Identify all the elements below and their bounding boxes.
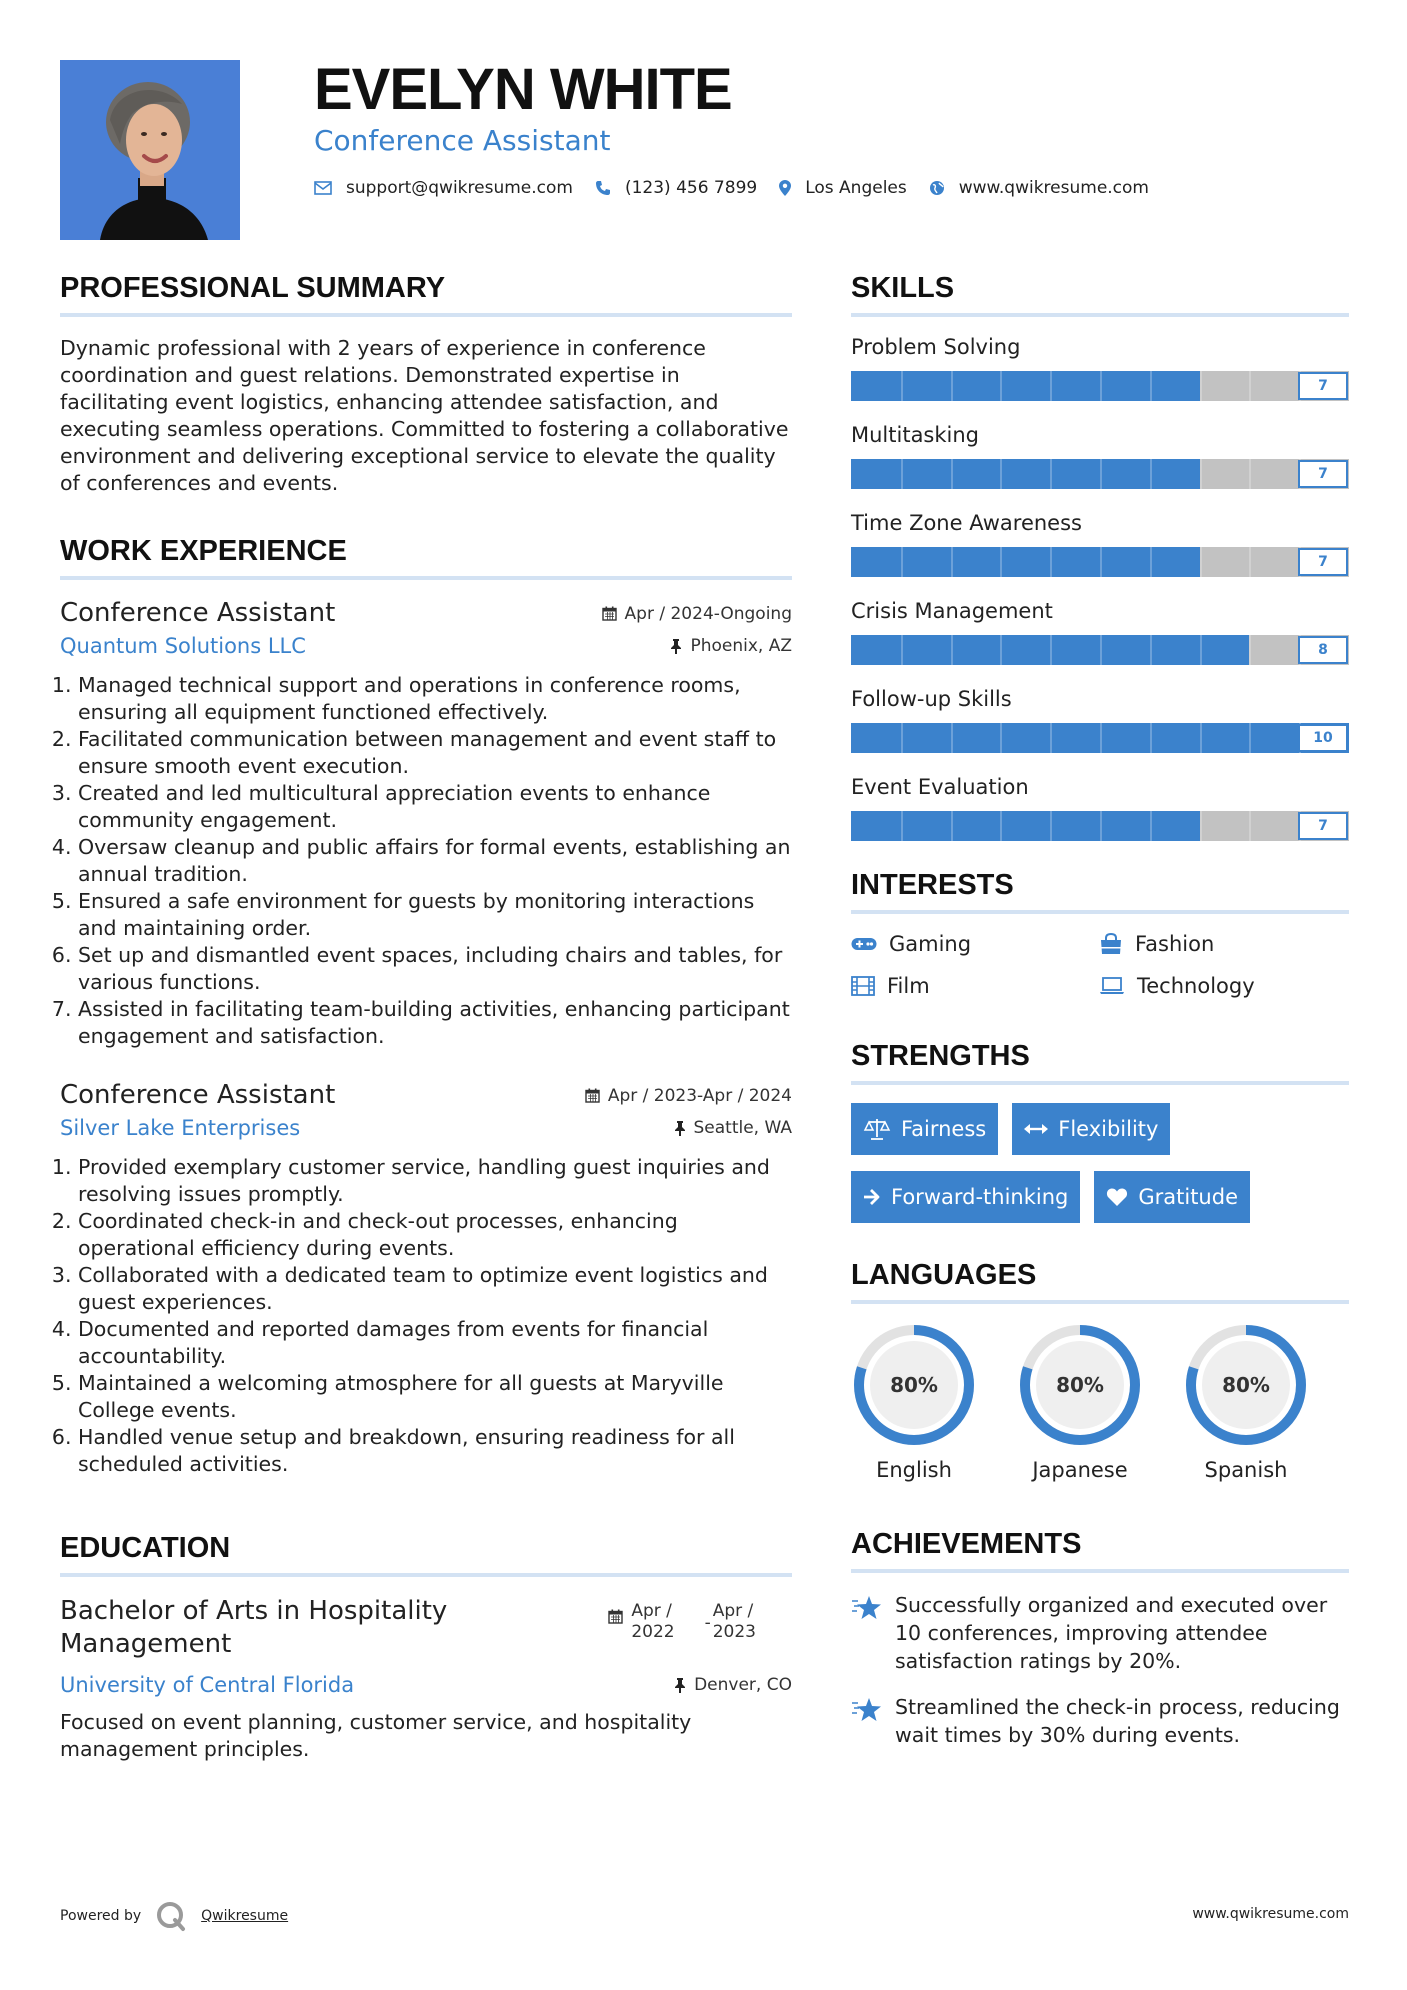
candidate-name: EVELYN WHITE bbox=[314, 57, 732, 122]
contact-location bbox=[779, 178, 907, 198]
skill-bar bbox=[851, 371, 1349, 401]
skill-bar-fill bbox=[851, 547, 1200, 577]
interest-label: Gaming bbox=[889, 932, 972, 956]
education-description: Focused on event planning, customer service, and hospitality management principles. bbox=[60, 1710, 692, 1761]
language-name: English bbox=[876, 1458, 952, 1482]
right-column bbox=[851, 272, 1349, 1767]
list-item: 2. Coordinated check-in and check-out processes, enhancing operational efficiency during events. bbox=[78, 1208, 792, 1262]
skill-bar bbox=[851, 547, 1349, 577]
powered-by-label: Powered by bbox=[60, 1908, 142, 1924]
skill-bar-segment bbox=[901, 547, 903, 577]
job-dates bbox=[602, 604, 792, 624]
skill-bar-segment bbox=[1100, 371, 1102, 401]
strength-label: Gratitude bbox=[1138, 1185, 1238, 1209]
skill-bar-segment bbox=[1150, 371, 1152, 401]
skill-bar-segment bbox=[1249, 547, 1251, 577]
skill-bar-segment bbox=[1050, 547, 1052, 577]
star-icon bbox=[851, 1595, 883, 1621]
job-location bbox=[674, 1118, 793, 1138]
left-column bbox=[60, 272, 792, 1763]
skill-bar-segment bbox=[1249, 459, 1251, 489]
summary-text: Dynamic professional with 2 years of experience in conference coordination and guest relations. Demonstrated expertise in facilitating event logistics, enhancing attendee satisfaction, and executing seamless operations. Committed to fostering a collaborative environment and delivering exceptional service to elevate the quality of conferences and events. bbox=[60, 336, 789, 495]
strengths-section bbox=[851, 1040, 1349, 1223]
list-item: 6. Set up and dismantled event spaces, including chairs and tables, for various functions. bbox=[78, 942, 792, 996]
skill-bar bbox=[851, 723, 1349, 753]
education-heading: EDUCATION bbox=[60, 1532, 792, 1577]
achievement-item bbox=[851, 1693, 1349, 1749]
achievement-text: Streamlined the check-in process, reducing wait times by 30% during events. bbox=[895, 1695, 1340, 1747]
achievements-section bbox=[851, 1528, 1349, 1749]
list-item: 3. Created and led multicultural appreciation events to enhance community engagement. bbox=[78, 780, 792, 834]
skill-bar-segment bbox=[1200, 547, 1202, 577]
skill-bar-segment bbox=[1150, 723, 1152, 753]
skill-bar-segment bbox=[1000, 723, 1002, 753]
education-dates bbox=[608, 1601, 756, 1643]
map-pin-icon bbox=[779, 180, 791, 196]
degree-title: Bachelor of Arts in Hospitality Management bbox=[60, 1596, 448, 1659]
pushpin-icon bbox=[670, 639, 682, 654]
interest-item bbox=[1099, 974, 1349, 998]
skill-bar-segment bbox=[1000, 635, 1002, 665]
start-year: 2022 bbox=[631, 1622, 675, 1642]
arrows-horizontal-icon bbox=[1024, 1123, 1048, 1135]
interest-item bbox=[851, 974, 1099, 998]
job-title: Conference Assistant bbox=[60, 1080, 336, 1110]
job-entry bbox=[60, 598, 792, 1050]
skill-bar-segment bbox=[1200, 371, 1202, 401]
skill-bar-segment bbox=[1000, 547, 1002, 577]
language-item bbox=[1183, 1322, 1309, 1482]
skill-bar bbox=[851, 459, 1349, 489]
skill-level-badge: 8 bbox=[1298, 636, 1348, 664]
portrait-image bbox=[60, 60, 240, 240]
list-item: 3. Collaborated with a dedicated team to optimize event logistics and guest experiences. bbox=[78, 1262, 792, 1316]
profile-photo bbox=[60, 60, 240, 240]
skill-bar-segment bbox=[901, 459, 903, 489]
interest-item bbox=[1099, 932, 1349, 956]
languages-list bbox=[851, 1322, 1349, 1482]
skill-bar-segment bbox=[1200, 723, 1202, 753]
start-month: Apr / bbox=[631, 1601, 672, 1621]
achievement-item bbox=[851, 1591, 1349, 1675]
languages-heading: LANGUAGES bbox=[851, 1259, 1349, 1304]
achievements-heading: ACHIEVEMENTS bbox=[851, 1528, 1349, 1573]
skill-label: Time Zone Awareness bbox=[851, 511, 1082, 535]
skill-bar-segment bbox=[951, 547, 953, 577]
skill-item bbox=[851, 423, 1349, 489]
strength-chip bbox=[1012, 1103, 1170, 1155]
experience-section bbox=[60, 535, 792, 1478]
summary-heading: PROFESSIONAL SUMMARY bbox=[60, 272, 792, 317]
skill-bar-segment bbox=[1000, 459, 1002, 489]
laptop-icon bbox=[1099, 977, 1125, 995]
skill-level-badge: 7 bbox=[1298, 812, 1348, 840]
candidate-title: Conference Assistant bbox=[314, 124, 611, 157]
contact-email[interactable] bbox=[314, 178, 573, 198]
job-dates bbox=[585, 1086, 792, 1106]
job-bullets bbox=[60, 672, 792, 1050]
interests-section bbox=[851, 869, 1349, 998]
job-location-text: Phoenix, AZ bbox=[690, 636, 792, 656]
skill-bar-segment bbox=[901, 371, 903, 401]
strength-label: Forward-thinking bbox=[891, 1185, 1069, 1209]
skill-bar-segment bbox=[1000, 371, 1002, 401]
skill-bar-segment bbox=[1050, 635, 1052, 665]
skill-bar-fill bbox=[851, 371, 1200, 401]
skill-bar-segment bbox=[1200, 811, 1202, 841]
language-item bbox=[851, 1322, 977, 1482]
summary-section bbox=[60, 272, 792, 497]
brand-link[interactable]: Qwikresume bbox=[201, 1908, 289, 1924]
footer-powered-by bbox=[60, 1900, 288, 1932]
skill-label: Follow-up Skills bbox=[851, 687, 1012, 711]
list-item: 4. Documented and reported damages from events for financial accountability. bbox=[78, 1316, 792, 1370]
interest-label: Technology bbox=[1137, 974, 1255, 998]
list-item: 1. Provided exemplary customer service, handling guest inquiries and resolving issues promptly. bbox=[78, 1154, 792, 1208]
experience-heading: WORK EXPERIENCE bbox=[60, 535, 792, 580]
job-company: Silver Lake Enterprises bbox=[60, 1116, 301, 1140]
phone-icon bbox=[595, 180, 611, 196]
skill-bar-segment bbox=[1200, 635, 1202, 665]
skill-bar-segment bbox=[1249, 371, 1251, 401]
location-text: Los Angeles bbox=[805, 178, 907, 198]
globe-icon bbox=[929, 180, 945, 196]
strength-chip bbox=[851, 1103, 998, 1155]
job-title: Conference Assistant bbox=[60, 598, 336, 628]
contact-phone[interactable] bbox=[595, 178, 757, 198]
strength-chip bbox=[1094, 1171, 1250, 1223]
skill-level-badge: 7 bbox=[1298, 548, 1348, 576]
skill-level-badge: 7 bbox=[1298, 372, 1348, 400]
language-item bbox=[1017, 1322, 1143, 1482]
star-icon bbox=[851, 1697, 883, 1723]
calendar-icon bbox=[608, 1609, 623, 1624]
list-item: 5. Maintained a welcoming atmosphere for all guests at Maryville College events. bbox=[78, 1370, 792, 1424]
skill-label: Crisis Management bbox=[851, 599, 1053, 623]
contact-row bbox=[314, 178, 1171, 198]
skill-bar-segment bbox=[1249, 635, 1251, 665]
shopping-bag-icon bbox=[1099, 933, 1123, 955]
skill-bar-segment bbox=[1050, 371, 1052, 401]
interests-heading: INTERESTS bbox=[851, 869, 1349, 914]
strength-label: Fairness bbox=[901, 1117, 987, 1141]
job-location bbox=[670, 636, 792, 656]
pushpin-icon bbox=[674, 1678, 686, 1693]
job-dates-text: Apr / 2023-Apr / 2024 bbox=[607, 1085, 792, 1106]
language-ring bbox=[1017, 1322, 1143, 1448]
arrow-right-icon bbox=[863, 1188, 881, 1206]
skill-bar-fill bbox=[851, 811, 1200, 841]
skill-item bbox=[851, 511, 1349, 577]
skill-bar-segment bbox=[1000, 811, 1002, 841]
film-icon bbox=[851, 976, 875, 996]
skill-label: Problem Solving bbox=[851, 335, 1021, 359]
job-entry bbox=[60, 1080, 792, 1478]
skills-list bbox=[851, 335, 1349, 841]
skill-bar bbox=[851, 811, 1349, 841]
skill-bar-segment bbox=[901, 723, 903, 753]
skill-bar-segment bbox=[1100, 547, 1102, 577]
skill-bar-segment bbox=[1100, 811, 1102, 841]
education-location-text: Denver, CO bbox=[694, 1675, 792, 1695]
language-ring bbox=[851, 1322, 977, 1448]
interest-label: Fashion bbox=[1135, 932, 1215, 956]
skill-label: Multitasking bbox=[851, 423, 980, 447]
skill-bar-segment bbox=[1050, 723, 1052, 753]
skill-bar-segment bbox=[901, 635, 903, 665]
pushpin-icon bbox=[674, 1121, 686, 1136]
end-year: 2023 bbox=[712, 1622, 756, 1642]
job-location-text: Seattle, WA bbox=[693, 1118, 792, 1138]
skill-bar-segment bbox=[951, 371, 953, 401]
list-item: 4. Oversaw cleanup and public affairs for formal events, establishing an annual tradition. bbox=[78, 834, 792, 888]
calendar-icon bbox=[585, 1088, 600, 1103]
strengths-list bbox=[851, 1103, 1349, 1223]
achievement-text: Successfully organized and executed over 10 conferences, improving attendee satisfaction ratings by 20%. bbox=[895, 1593, 1328, 1673]
job-company: Quantum Solutions LLC bbox=[60, 634, 306, 658]
end-month: Apr / bbox=[712, 1601, 754, 1621]
interest-label: Film bbox=[887, 974, 930, 998]
list-item: 6. Handled venue setup and breakdown, ensuring readiness for all scheduled activities. bbox=[78, 1424, 792, 1478]
skill-label: Event Evaluation bbox=[851, 775, 1029, 799]
skill-bar-segment bbox=[1050, 459, 1052, 489]
language-percent: 80% bbox=[1056, 1373, 1104, 1397]
skill-bar bbox=[851, 635, 1349, 665]
job-bullets bbox=[60, 1154, 792, 1478]
skill-bar-segment bbox=[951, 635, 953, 665]
skill-bar-segment bbox=[1100, 635, 1102, 665]
list-item: 2. Facilitated communication between management and event staff to ensure smooth event execution. bbox=[78, 726, 792, 780]
skill-bar-segment bbox=[1100, 723, 1102, 753]
language-ring bbox=[1183, 1322, 1309, 1448]
skill-item bbox=[851, 335, 1349, 401]
school-name: University of Central Florida bbox=[60, 1673, 355, 1697]
balance-scale-icon bbox=[863, 1118, 891, 1140]
heart-icon bbox=[1106, 1187, 1128, 1207]
skill-bar-fill bbox=[851, 459, 1200, 489]
language-name: Spanish bbox=[1204, 1458, 1288, 1482]
list-item: 1. Managed technical support and operations in conference rooms, ensuring all equipment functioned effectively. bbox=[78, 672, 792, 726]
strengths-heading: STRENGTHS bbox=[851, 1040, 1349, 1085]
skills-heading: SKILLS bbox=[851, 272, 1349, 317]
strength-chip bbox=[851, 1171, 1080, 1223]
languages-section bbox=[851, 1259, 1349, 1482]
education-section bbox=[60, 1532, 792, 1763]
skill-item bbox=[851, 775, 1349, 841]
skill-bar-segment bbox=[1150, 459, 1152, 489]
skill-bar-segment bbox=[901, 811, 903, 841]
email-text: support@qwikresume.com bbox=[346, 178, 573, 198]
skill-bar-segment bbox=[951, 459, 953, 489]
contact-website[interactable] bbox=[929, 178, 1149, 198]
date-separator: - bbox=[704, 1613, 711, 1633]
skill-bar-segment bbox=[1150, 547, 1152, 577]
skill-bar-segment bbox=[951, 723, 953, 753]
calendar-icon bbox=[602, 606, 617, 621]
skill-level-badge: 10 bbox=[1298, 724, 1348, 752]
list-item: 7. Assisted in facilitating team-building activities, enhancing participant engagement and satisfaction. bbox=[78, 996, 792, 1050]
skill-bar-segment bbox=[1050, 811, 1052, 841]
job-dates-text: Apr / 2024-Ongoing bbox=[624, 603, 792, 624]
website-text: www.qwikresume.com bbox=[958, 178, 1149, 198]
list-item: 5. Ensured a safe environment for guests by monitoring interactions and maintaining order. bbox=[78, 888, 792, 942]
language-percent: 80% bbox=[1222, 1373, 1270, 1397]
phone-text: (123) 456 7899 bbox=[624, 178, 758, 198]
skill-item bbox=[851, 687, 1349, 753]
education-location bbox=[674, 1675, 792, 1695]
skills-section bbox=[851, 272, 1349, 841]
skill-bar-segment bbox=[1150, 635, 1152, 665]
skill-bar-segment bbox=[1200, 459, 1202, 489]
skill-item bbox=[851, 599, 1349, 665]
footer-website[interactable]: www.qwikresume.com bbox=[1192, 1906, 1349, 1922]
envelope-icon bbox=[314, 181, 332, 195]
skill-level-badge: 7 bbox=[1298, 460, 1348, 488]
skill-bar-segment bbox=[951, 811, 953, 841]
strength-label: Flexibility bbox=[1058, 1117, 1159, 1141]
interests-list bbox=[851, 932, 1349, 998]
language-percent: 80% bbox=[890, 1373, 938, 1397]
skill-bar-segment bbox=[1249, 723, 1251, 753]
language-name: Japanese bbox=[1032, 1458, 1128, 1482]
qwikresume-logo-icon bbox=[155, 1900, 187, 1932]
interest-item bbox=[851, 932, 1099, 956]
skill-bar-segment bbox=[1100, 459, 1102, 489]
gamepad-icon bbox=[851, 936, 877, 952]
skill-bar-segment bbox=[1249, 811, 1251, 841]
skill-bar-segment bbox=[1150, 811, 1152, 841]
